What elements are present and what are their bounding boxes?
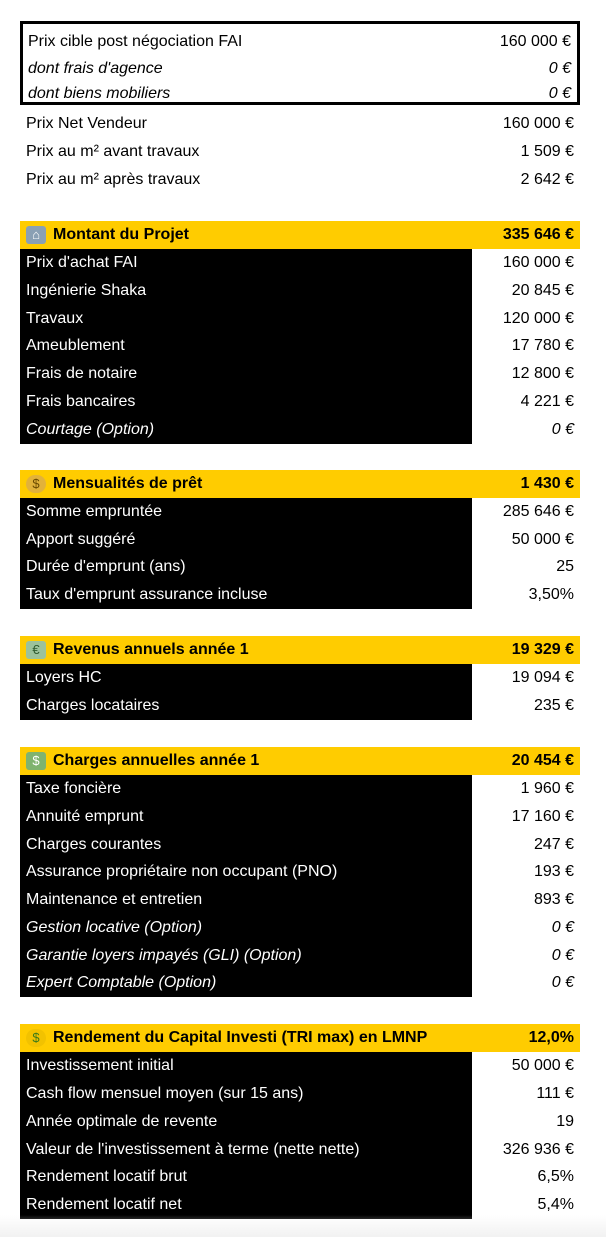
row-value: 5,4%: [537, 1196, 574, 1213]
row-value: 20 845 €: [511, 282, 574, 299]
row-value: 4 221 €: [520, 393, 574, 410]
row-label: Rendement locatif net: [20, 1191, 472, 1219]
row-value: 12 800 €: [511, 365, 574, 382]
row-value: 160 000 €: [502, 254, 574, 271]
price-per-m2-before-label: Prix au m² avant travaux: [26, 143, 200, 160]
agency-fees-value: 0 €: [548, 60, 571, 77]
row-value: 19: [556, 1113, 574, 1130]
table-row: [20, 581, 580, 609]
price-per-m2-after-value: 2 642 €: [520, 171, 574, 188]
row-value: 0 €: [551, 919, 574, 936]
row-value: 111 €: [536, 1085, 574, 1102]
table-row: [20, 305, 580, 333]
section-title: Rendement du Capital Investi (TRI max) en LMNP: [53, 1029, 428, 1046]
row-value: 120 000 €: [502, 310, 574, 327]
row-label: Taux d'emprunt assurance incluse: [20, 581, 472, 609]
row-value: 1 960 €: [520, 780, 574, 797]
furniture-label: dont biens mobiliers: [28, 85, 171, 102]
row-label: Durée d'emprunt (ans): [20, 553, 472, 581]
target-price-value: 160 000 €: [499, 33, 571, 50]
target-price-box: [20, 21, 580, 105]
row-label: Taxe foncière: [20, 775, 472, 803]
row-label: Valeur de l'investissement à terme (nette nette): [20, 1136, 472, 1164]
row-label: Maintenance et entretien: [20, 886, 472, 914]
table-row: [20, 831, 580, 859]
table-row: [20, 498, 580, 526]
section-title: Mensualités de prêt: [53, 475, 203, 492]
section-header-project-amount: [20, 221, 580, 249]
price-per-m2-after-label: Prix au m² après travaux: [26, 171, 201, 188]
bottom-fade: [0, 1215, 606, 1237]
row-label: Frais bancaires: [20, 388, 472, 416]
section-header-return-on-capital: [20, 1024, 580, 1052]
row-label: Ingénierie Shaka: [20, 277, 472, 305]
table-row: [20, 1163, 580, 1191]
table-row: [20, 553, 580, 581]
row-value: 235 €: [533, 697, 574, 714]
table-row: [20, 664, 580, 692]
row-label: Gestion locative (Option): [20, 914, 472, 942]
money-wings-icon: $: [26, 752, 46, 770]
row-value: 326 936 €: [502, 1141, 574, 1158]
row-value: 0 €: [551, 947, 574, 964]
row-value: 6,5%: [537, 1168, 574, 1185]
money-face-icon: $: [26, 1029, 46, 1047]
row-label: Ameublement: [20, 332, 472, 360]
table-row: [20, 1080, 580, 1108]
row-label: Loyers HC: [20, 664, 472, 692]
table-row: [20, 249, 580, 277]
section-total: 335 646 €: [502, 226, 574, 243]
section-header-annual-charges: [20, 747, 580, 775]
money-bag-icon: $: [26, 475, 46, 493]
row-value: 285 646 €: [502, 503, 574, 520]
row-label: Travaux: [20, 305, 472, 333]
row-value: 0 €: [551, 974, 574, 991]
section-total: 20 454 €: [511, 752, 574, 769]
row-label: Somme empruntée: [20, 498, 472, 526]
row-label: Investissement initial: [20, 1052, 472, 1080]
table-row: [20, 1052, 580, 1080]
net-seller-price-value: 160 000 €: [502, 115, 574, 132]
row-label: Courtage (Option): [20, 416, 472, 444]
section-header-loan-payments: [20, 470, 580, 498]
table-row: [20, 332, 580, 360]
row-value: 19 094 €: [511, 669, 574, 686]
row-label: Apport suggéré: [20, 526, 472, 554]
row-value: 247 €: [533, 836, 574, 853]
section-total: 12,0%: [528, 1029, 574, 1046]
price-per-m2-before-row: [20, 138, 580, 166]
row-label: Charges courantes: [20, 831, 472, 859]
row-label: Charges locataires: [20, 692, 472, 720]
table-row: [20, 1136, 580, 1164]
table-row: [20, 416, 580, 444]
agency-fees-row: [23, 55, 577, 83]
row-value: 3,50%: [528, 586, 574, 603]
agency-fees-label: dont frais d'agence: [28, 60, 163, 77]
table-row: [20, 388, 580, 416]
table-row: [20, 886, 580, 914]
table-row: [20, 858, 580, 886]
row-label: Année optimale de revente: [20, 1108, 472, 1136]
row-value: 25: [556, 558, 574, 575]
row-value: 50 000 €: [511, 531, 574, 548]
section-total: 19 329 €: [511, 641, 574, 658]
table-row: [20, 803, 580, 831]
section-title: Montant du Projet: [53, 226, 189, 243]
table-row: [20, 942, 580, 970]
table-row: [20, 914, 580, 942]
row-value: 0 €: [551, 421, 574, 438]
section-title: Revenus annuels année 1: [53, 641, 249, 658]
row-label: Annuité emprunt: [20, 803, 472, 831]
section-header-annual-income: [20, 636, 580, 664]
row-value: 193 €: [533, 863, 574, 880]
table-row: [20, 969, 580, 997]
table-row: [20, 775, 580, 803]
target-price-label: Prix cible post négociation FAI: [28, 33, 243, 50]
table-row: [20, 360, 580, 388]
furniture-value: 0 €: [548, 85, 571, 102]
row-label: Expert Comptable (Option): [20, 969, 472, 997]
banknote-icon: €: [26, 641, 46, 659]
row-label: Frais de notaire: [20, 360, 472, 388]
furniture-row: [23, 80, 577, 108]
row-value: 50 000 €: [511, 1057, 574, 1074]
price-per-m2-before-value: 1 509 €: [520, 143, 574, 160]
table-row: [20, 692, 580, 720]
net-seller-price-row: [20, 110, 580, 138]
house-icon: ⌂: [26, 226, 46, 244]
row-value: 17 780 €: [511, 337, 574, 354]
price-per-m2-after-row: [20, 166, 580, 194]
row-label: Garantie loyers impayés (GLI) (Option): [20, 942, 472, 970]
section-total: 1 430 €: [520, 475, 574, 492]
section-title: Charges annuelles année 1: [53, 752, 260, 769]
row-label: Prix d'achat FAI: [20, 249, 472, 277]
target-price-row: [23, 28, 577, 56]
row-label: Cash flow mensuel moyen (sur 15 ans): [20, 1080, 472, 1108]
row-value: 17 160 €: [511, 808, 574, 825]
table-row: [20, 1108, 580, 1136]
row-label: Assurance propriétaire non occupant (PNO): [20, 858, 472, 886]
row-value: 893 €: [533, 891, 574, 908]
net-seller-price-label: Prix Net Vendeur: [26, 115, 147, 132]
table-row: [20, 277, 580, 305]
row-label: Rendement locatif brut: [20, 1163, 472, 1191]
table-row: [20, 526, 580, 554]
